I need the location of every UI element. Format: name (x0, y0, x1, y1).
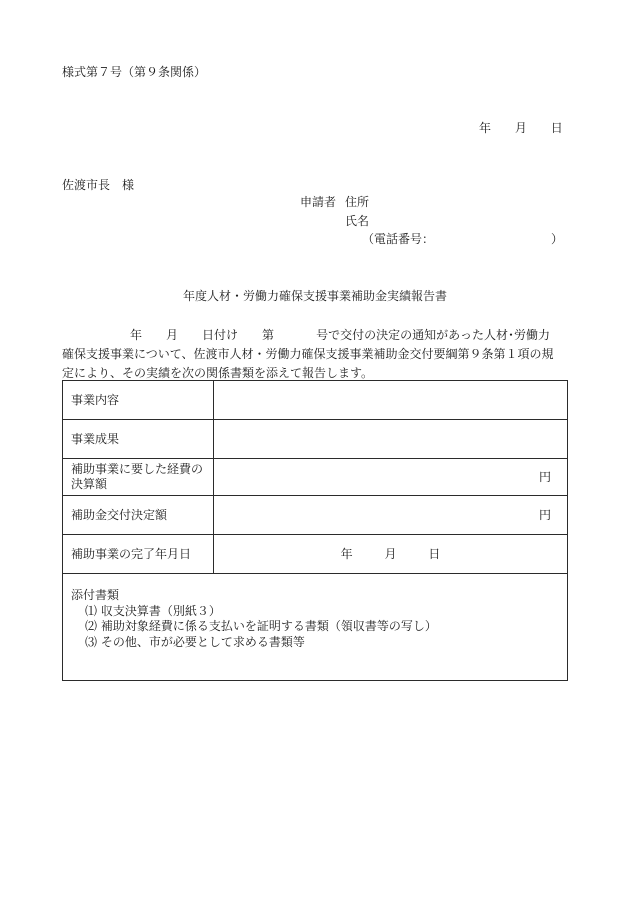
table-row (63, 459, 568, 496)
completion-day: 日 (428, 547, 441, 561)
form-number: 様式第７号（第９条関係） (62, 65, 207, 79)
report-table (62, 380, 568, 681)
attachments-row (63, 574, 568, 681)
date-year: 年 (479, 121, 492, 135)
completion-year: 年 (340, 547, 353, 561)
body-line-3: 定により、その実績を次の関係書類を添えて報告します。 (62, 366, 374, 380)
row-label-business-results: 事業成果 (63, 420, 214, 459)
document-title: 年度人材・労働力確保支援事業補助金実績報告書 (182, 289, 447, 303)
phone-label: （電話番号： (362, 232, 435, 246)
business-content-field[interactable] (214, 381, 568, 420)
report-date (479, 122, 563, 134)
row-label-settlement-amount (63, 459, 214, 496)
body-number-prefix: 第 (262, 328, 275, 342)
table-row (63, 535, 568, 574)
addressee: 佐渡市長 様 (62, 178, 135, 192)
table-row (63, 496, 568, 535)
body-year: 年 (130, 328, 143, 342)
address-label: 住所 (345, 195, 370, 209)
attachments-heading: 添付書類 (71, 588, 120, 602)
row-label-grant-decision: 補助金交付決定額 (63, 496, 214, 535)
body-line-2: 確保支援事業について、佐渡市人材・労働力確保支援事業補助金交付要綱第９条第１項の規 (62, 347, 554, 361)
body-line-1-rest: 号で交付の決定の通知があった人材･労働力 (316, 328, 550, 342)
table-row (63, 420, 568, 459)
body-paragraph (62, 326, 572, 383)
yen-unit: 円 (538, 469, 551, 484)
date-month: 月 (514, 121, 527, 135)
body-date-suffix: 日付け (202, 328, 239, 342)
completion-date-field[interactable] (214, 535, 568, 574)
business-results-field[interactable] (214, 420, 568, 459)
phone-close-paren: ） (551, 232, 564, 246)
row-label-completion-date: 補助事業の完了年月日 (63, 535, 214, 574)
date-day: 日 (550, 121, 563, 135)
attachment-item: ⑵ 補助対象経費に係る支払いを証明する書類（領収書等の写し） (85, 619, 437, 633)
attachment-item: ⑴ 収支決算書（別紙３） (85, 603, 221, 618)
settlement-label-line-2: 決算額 (71, 477, 108, 491)
grant-decision-field[interactable] (214, 496, 568, 535)
settlement-amount-field[interactable] (214, 459, 568, 496)
table-row (63, 381, 568, 420)
body-month: 月 (166, 328, 179, 342)
row-label-business-content: 事業内容 (63, 381, 214, 420)
applicant-label: 申請者 (300, 195, 337, 209)
attachment-item: ⑶ その他、市が必要として求める書類等 (85, 634, 305, 649)
yen-unit: 円 (538, 508, 551, 522)
body-line-1 (62, 326, 572, 345)
settlement-label-line-1: 補助事業に要した経費の (71, 462, 204, 476)
name-label: 氏名 (345, 214, 370, 228)
attachments-cell (63, 574, 568, 681)
completion-month: 月 (384, 547, 397, 561)
